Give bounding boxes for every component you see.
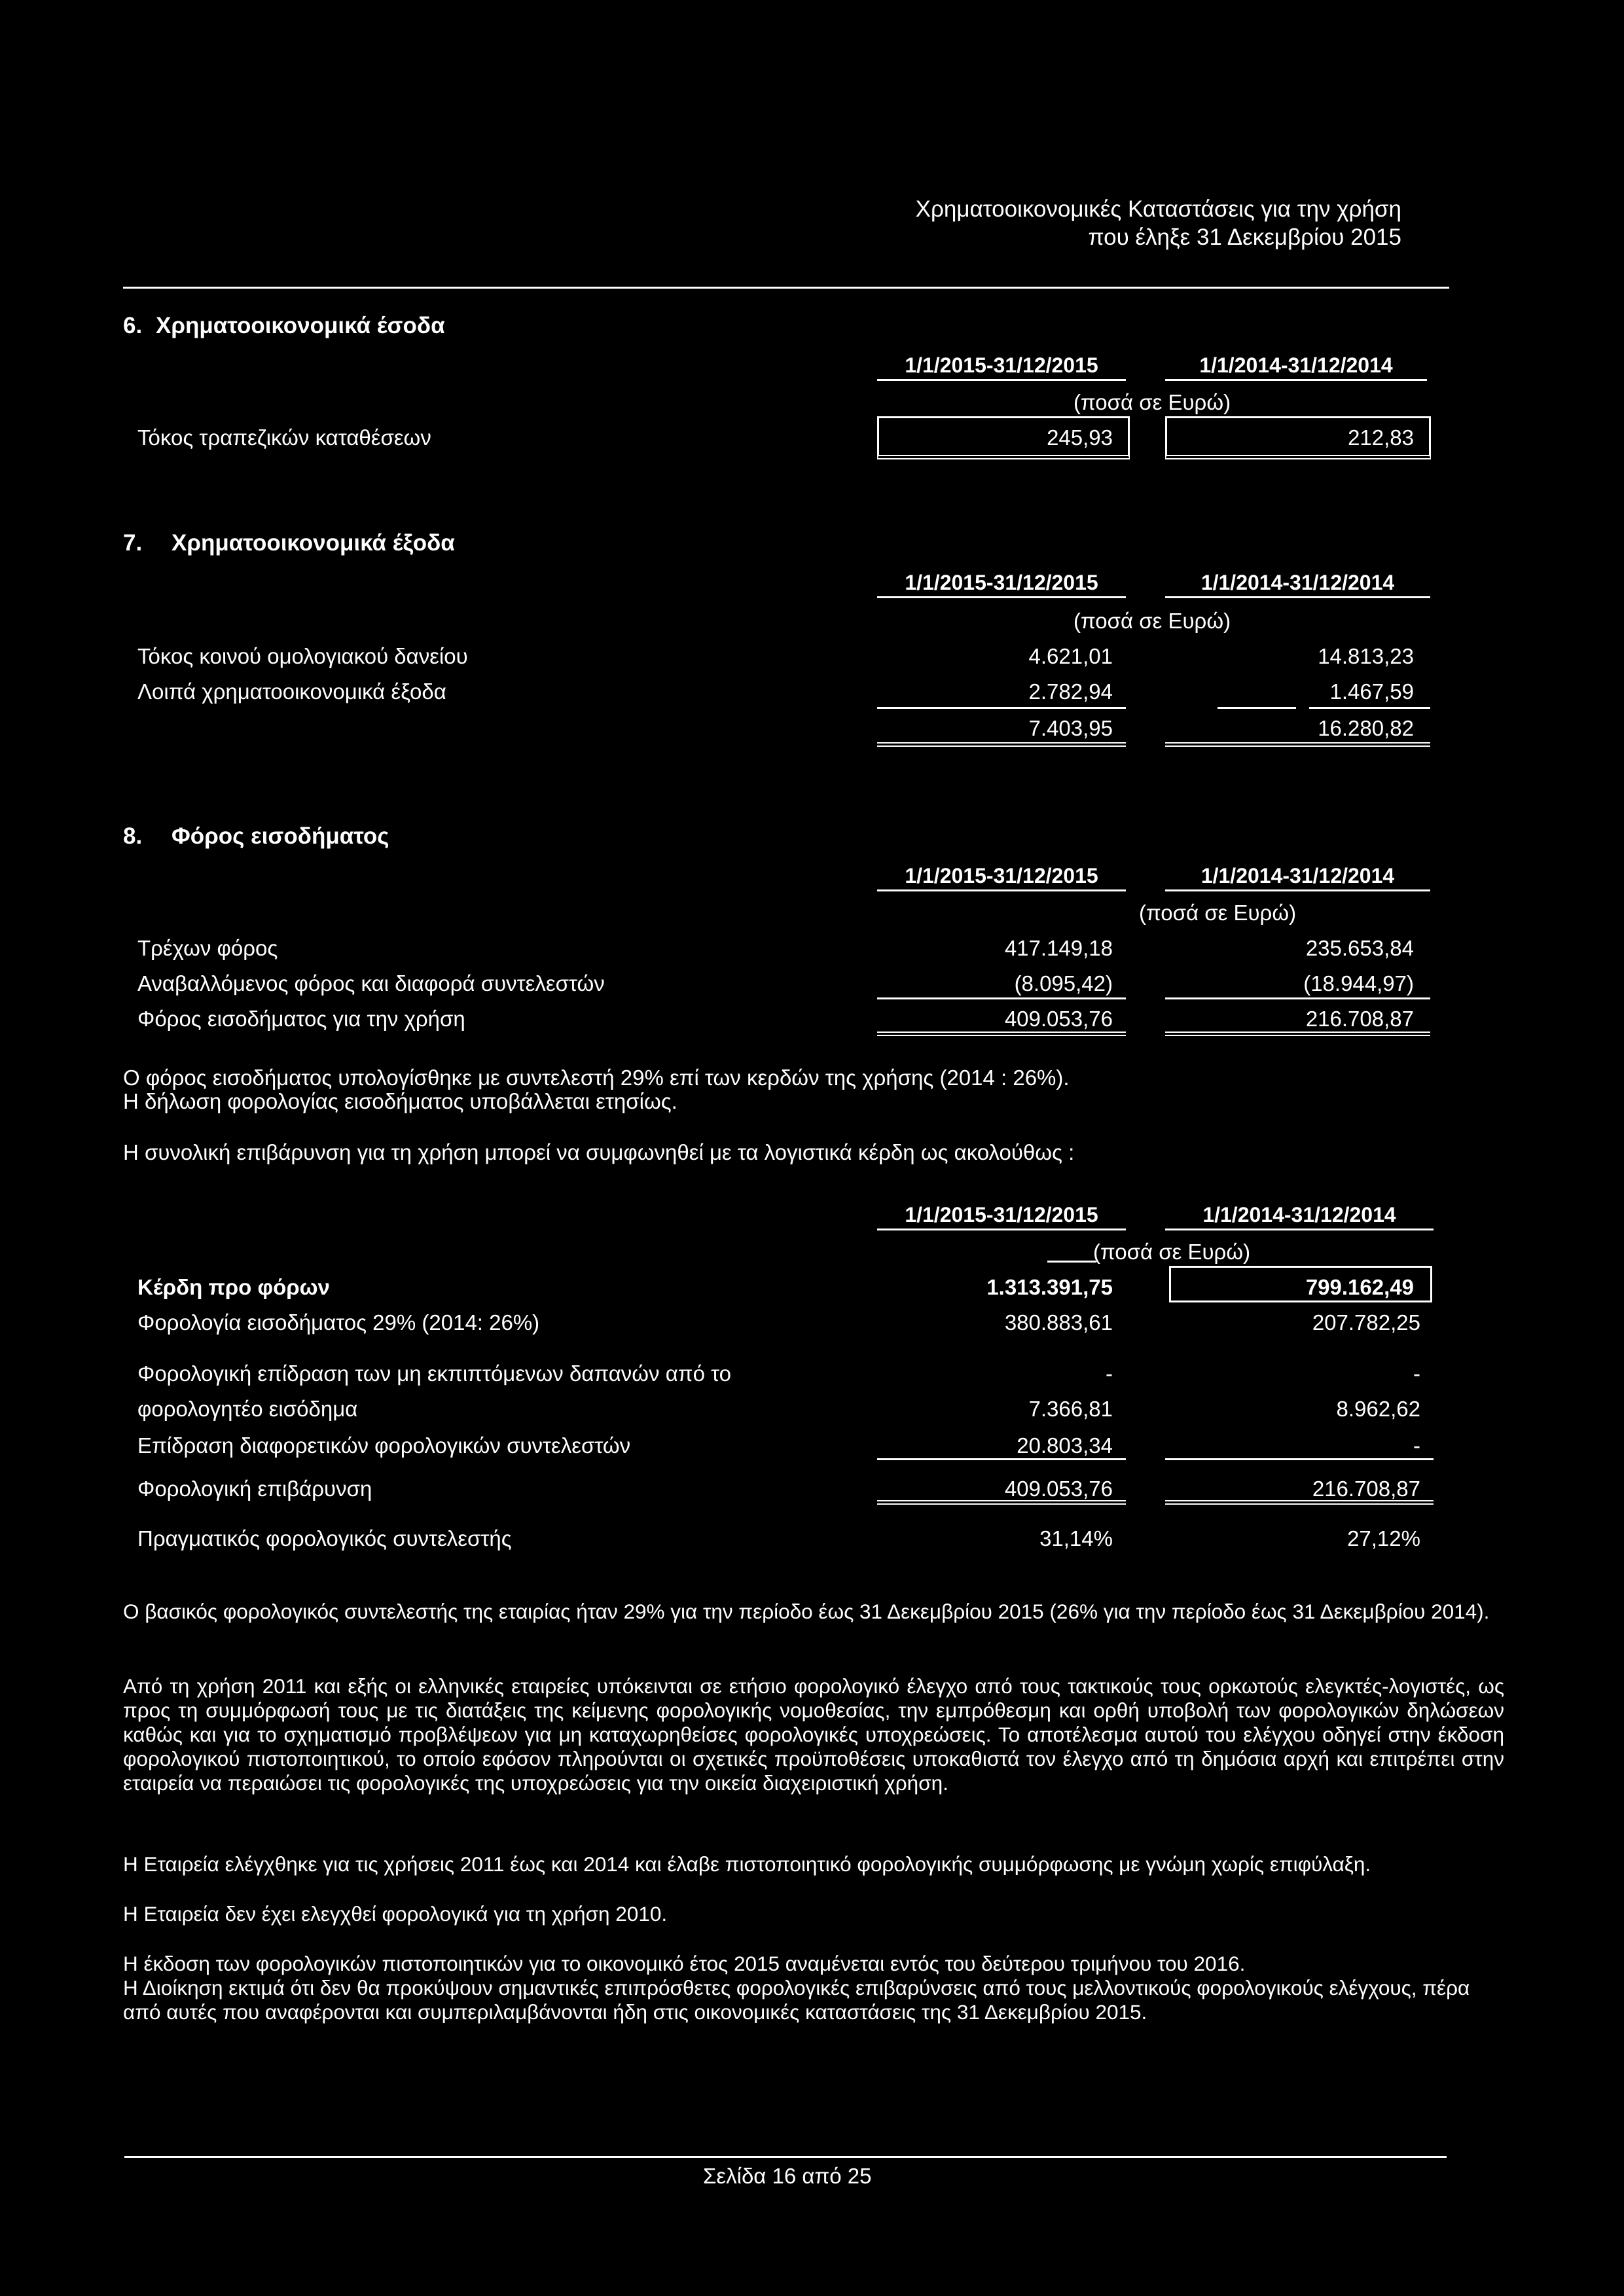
s7-total-double-rule-2015 [877, 738, 1126, 747]
s7-col-2015: 1/1/2015-31/12/2015 [877, 571, 1126, 598]
s8-note-filing: Η δήλωση φορολογίας εισοδήματος υποβάλλεται ετησίως. [123, 1089, 677, 1113]
s7-total-2015: 7.403,95 [1028, 716, 1113, 740]
s6-col-2014: 1/1/2014-31/12/2014 [1165, 353, 1427, 381]
s8-subtotal-rule-2014 [1165, 997, 1430, 999]
page-number: Σελίδα 16 από 25 [703, 2164, 872, 2188]
s7-subtotal-rule-2015 [877, 707, 1126, 709]
recon-total-double-rule-2014 [1165, 1496, 1434, 1505]
s7-row-2-2015: 2.782,94 [1028, 679, 1113, 704]
recon-row-4-2014: 8.962,62 [1336, 1397, 1420, 1421]
s6-col-2015: 1/1/2015-31/12/2015 [877, 353, 1126, 381]
s7-col-2014: 1/1/2014-31/12/2014 [1165, 571, 1430, 598]
recon-row-1-label: Κέρδη προ φόρων [137, 1275, 330, 1299]
section-8-title: Φόρος εισοδήματος [171, 823, 389, 849]
recon-subtotal-rule-2015 [877, 1458, 1126, 1460]
paragraph-management-estimate: Η Διοίκηση εκτιμά ότι δεν θα προκύψουν σημαντικές επιπρόσθετες φορολογικές επιβαρύνσεις από τους μελλοντικούς φορολογικούς ελέγχους, πέρα από αυτές που αναφέρονται και συμπεριλαμβάνονται ήδη στις οικονομικές καταστάσεις της 31 Δεκεμβρίου 2015. [123, 1976, 1470, 2024]
s7-subtotal-rule-2014b [1309, 707, 1430, 709]
s8-row-3-2014: 216.708,87 [1305, 1007, 1414, 1031]
s7-row-2-2014: 1.467,59 [1329, 679, 1414, 704]
recon-row-5-label: Επίδραση διαφορετικών φορολογικών συντελεστών [137, 1433, 631, 1458]
s8-note-rate: Ο φόρος εισοδήματος υπολογίσθηκε με συντελεστή 29% επί των κερδών της χρήσης (2014 : 26%). [123, 1066, 1070, 1090]
s8-row-1-label: Τρέχων φόρος [137, 936, 278, 960]
footer-rule [124, 2156, 1447, 2158]
recon-row-4-2015: 7.366,81 [1028, 1397, 1113, 1421]
recon-row-1-2015: 1.313.391,75 [986, 1275, 1113, 1299]
s6-row-label: Τόκος τραπεζικών καταθέσεων [137, 425, 431, 450]
s8-recon-intro: Η συνολική επιβάρυνση για τη χρήση μπορεί να συμφωνηθεί με τα λογιστικά κέρδη ως ακολούθως : [123, 1140, 1075, 1164]
s8-row-1-2015: 417.149,18 [1004, 936, 1113, 960]
recon-row-6-2015: 409.053,76 [1004, 1477, 1113, 1501]
s8-total-double-rule-2015 [877, 1028, 1126, 1036]
s7-row-1-label: Τόκος κοινού ομολογιακού δανείου [137, 644, 468, 668]
recon-row-6-2014: 216.708,87 [1312, 1477, 1420, 1501]
s6-value-2014: 212,83 [1348, 425, 1414, 450]
recon-col-2014: 1/1/2014-31/12/2014 [1165, 1203, 1434, 1230]
paragraph-audited-years: Η Εταιρεία ελέγχθηκε για τις χρήσεις 2011 έως και 2014 και έλαβε πιστοποιητικό φορολογικής συμμόρφωσης με γνώμη χωρίς επιφύλαξη. [123, 1852, 1371, 1876]
s8-unit: (ποσά σε Ευρώ) [1139, 901, 1297, 925]
section-6-title: Χρηματοοικονομικά έσοδα [156, 313, 445, 338]
recon-row-7-2014: 27,12% [1347, 1526, 1420, 1551]
recon-row-5-2015: 20.803,34 [1017, 1433, 1113, 1458]
recon-total-double-rule-2015 [877, 1496, 1126, 1505]
header-rule [123, 287, 1449, 289]
report-title: Χρηματοοικονομικές Καταστάσεις για την χρήση [915, 196, 1401, 222]
s6-unit: (ποσά σε Ευρώ) [1074, 390, 1231, 414]
report-period: που έληξε 31 Δεκεμβρίου 2015 [1088, 224, 1401, 250]
s8-row-3-label: Φόρος εισοδήματος για την χρήση [137, 1007, 465, 1031]
s7-total-2014: 16.280,82 [1318, 716, 1414, 740]
recon-subtotal-rule-2014 [1165, 1458, 1434, 1460]
recon-row-2-2014: 207.782,25 [1312, 1310, 1420, 1335]
s8-total-double-rule-2014 [1165, 1028, 1430, 1036]
s8-row-3-2015: 409.053,76 [1004, 1007, 1113, 1031]
recon-row-2-2015: 380.883,61 [1004, 1310, 1113, 1335]
s8-row-2-label: Αναβαλλόμενος φόρος και διαφορά συντελεστών [137, 971, 605, 996]
s7-total-double-rule-2014 [1165, 738, 1430, 747]
recon-unit-rule [1047, 1261, 1096, 1263]
s8-row-2-2015: (8.095,42) [1014, 971, 1113, 996]
paragraph-tax-audit: Από τη χρήση 2011 και εξής οι ελληνικές εταιρείες υπόκεινται σε ετήσιο φορολογικό έλεγχο από τους τακτικούς τους ορκωτούς ελεγκτές-λογιστές, ως προς τη συμμόρφωσή τους με τις διατάξεις της κείμενης φορολογικής νομοθεσίας, την εμπρόθεσμη και ορθή υποβολή των φορολογικών δηλώσεων καθώς και για το σχηματισμό προβλέψεων για μη καταχωρηθείσες φορολογικές υποχρεώσεις. Το αποτέλεσμα αυτού του ελέγχου οδηγεί στην έκδοση φορολογικού πιστοποιητικού, το οποίο εφόσον πληρούνται οι σχετικές προϋποθέσεις υποκαθιστά τον έλεγχο από τη δημόσια αρχή και επιτρέπει στην εταιρεία να περαιώσει τις φορολογικές της υποχρεώσεις για την οικεία διαχειριστική χρήση. [123, 1674, 1504, 1795]
recon-unit: (ποσά σε Ευρώ) [1093, 1240, 1251, 1264]
s8-row-2-2014: (18.944,97) [1303, 971, 1414, 996]
s8-col-2015: 1/1/2015-31/12/2015 [877, 864, 1126, 891]
recon-row-3-2015: - [1106, 1361, 1113, 1386]
recon-row-5-2014: - [1413, 1433, 1420, 1458]
s8-row-1-2014: 235.653,84 [1305, 936, 1414, 960]
section-6-number: 6. [123, 313, 143, 338]
s7-subtotal-rule-2014a [1218, 707, 1296, 709]
recon-row-3-label: Φορολογική επίδραση των μη εκπιπτόμενων δαπανών από το [137, 1361, 732, 1386]
paragraph-certificate-2015: Η έκδοση των φορολογικών πιστοποιητικών για το οικονομικό έτος 2015 αναμένεται εντός του δεύτερου τριμήνου του 2016. [123, 1952, 1246, 1975]
recon-col-2015: 1/1/2015-31/12/2015 [877, 1203, 1126, 1230]
recon-row-6-label: Φορολογική επιβάρυνση [137, 1477, 372, 1501]
recon-row-3-2014: - [1413, 1361, 1420, 1386]
recon-row-7-2015: 31,14% [1039, 1526, 1113, 1551]
s7-row-1-2014: 14.813,23 [1318, 644, 1414, 668]
section-7-number: 7. [123, 530, 143, 556]
recon-row-7-label: Πραγματικός φορολογικός συντελεστής [137, 1526, 512, 1551]
s8-subtotal-rule-2015 [877, 997, 1126, 999]
recon-row-4-label: φορολογητέο εισόδημα [137, 1397, 358, 1421]
recon-row-1-2014: 799.162,49 [1305, 1275, 1414, 1299]
s7-row-2-label: Λοιπά χρηματοοικονομικά έξοδα [137, 679, 446, 704]
recon-row-2-label: Φορολογία εισοδήματος 29% (2014: 26%) [137, 1310, 540, 1335]
section-7-title: Χρηματοοικονομικά έξοδα [171, 530, 455, 556]
section-8-number: 8. [123, 823, 143, 849]
s6-value-2015: 245,93 [1047, 425, 1113, 450]
paragraph-base-rate: Ο βασικός φορολογικός συντελεστής της εταιρίας ήταν 29% για την περίοδο έως 31 Δεκεμβρίου 2015 (26% για την περίοδο έως 31 Δεκεμβρίου 2014). [123, 1600, 1490, 1623]
s7-row-1-2015: 4.621,01 [1028, 644, 1113, 668]
s7-unit: (ποσά σε Ευρώ) [1074, 609, 1231, 633]
s8-col-2014: 1/1/2014-31/12/2014 [1165, 864, 1430, 891]
paragraph-unaudited-year: Η Εταιρεία δεν έχει ελεγχθεί φορολογικά για τη χρήση 2010. [123, 1902, 668, 1926]
